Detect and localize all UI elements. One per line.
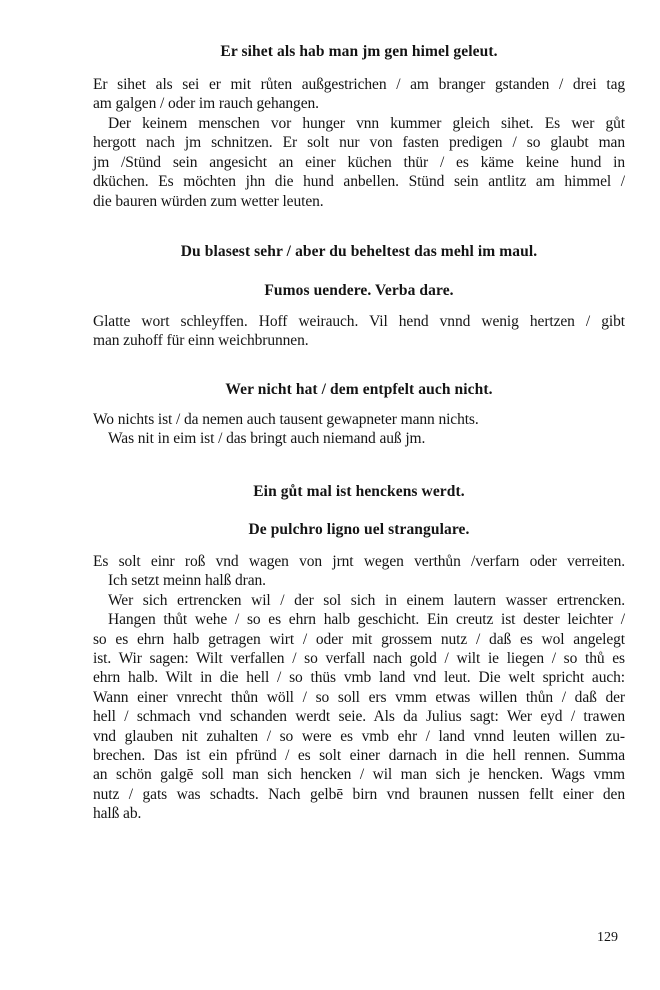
paragraph xyxy=(93,312,625,351)
section-heading: Er sihet als hab man jm gen himel geleut. xyxy=(220,43,498,60)
text-line: am galgen / oder im rauch gehangen. xyxy=(93,95,319,113)
text-line: nutz / gats was schadts. Nach gelbē birn vnd braunen nussen fellt einer den xyxy=(93,785,625,803)
page-number: 129 xyxy=(597,930,618,945)
text-line: Wer sich ertrencken wil / der sol sich in einem lautern wasser ertrencken. xyxy=(108,591,625,609)
text-line: Was nit in eim ist / das bringt auch niemand auß jm. xyxy=(108,430,426,448)
text-line: halß ab. xyxy=(93,805,142,823)
text-line: ehrn halb. Wilt in die hell / so thüs vmb land vnd leut. Die welt spricht auch: xyxy=(93,669,625,687)
text-line: Es solt einr roß vnd wagen von jrnt wegen verthůn /verfarn oder verreiten. xyxy=(93,553,625,570)
text-line: vnd glauben nit zuhalten / so were es vmb ehr / land vnnd leuten willen zu- xyxy=(93,727,625,745)
section-heading: Wer nicht hat / dem entpfelt auch nicht. xyxy=(225,381,493,398)
text-line: Wo nichts ist / da nemen auch tausent gewapneter mann nichts. xyxy=(93,411,479,428)
text-line: jm /Stünd sein angesicht an einer küchen thür / es käme keine hund in xyxy=(93,153,625,171)
section-heading: Fumos uendere. Verba dare. xyxy=(264,282,454,299)
text-line: brechen. Das ist ein pfründ / es solt einer darnach in die hell rennen. Summa xyxy=(93,746,625,764)
text-line: Wann einer vnrecht thůn wöll / so soll ers vmm etwas willen thůn / daß der xyxy=(93,688,625,706)
paragraph xyxy=(93,410,625,449)
section-heading: De pulchro ligno uel strangulare. xyxy=(248,521,470,538)
paragraph xyxy=(93,552,625,823)
paragraph xyxy=(93,75,625,114)
text-line: hell / schmach vnd schanden werdt seie. Als da Julius sagt: Wer eyd / trawen xyxy=(93,708,625,726)
section-heading: Ein gůt mal ist henckens werdt. xyxy=(253,483,465,500)
section-heading: Du blasest sehr / aber du beheltest das mehl im maul. xyxy=(180,243,538,260)
text-line: an schön galgē soll man sich hencken / wil man sich je hencken. Wags vmm xyxy=(93,766,625,784)
text-line: die bauren würden zum wetter leuten. xyxy=(93,192,324,210)
text-line: man zuhoff für einn weichbrunnen. xyxy=(93,332,309,350)
text-line: Ich setzt meinn halß dran. xyxy=(108,572,266,590)
text-line: hergott nach jm schnitzen. Er solt nur von fasten predigen / so glaubt man xyxy=(93,134,625,152)
text-line: ist. Wir sagen: Wilt verfallen / so verfall nach gold / wilt ie liegen / so thů es xyxy=(93,649,625,667)
paragraph xyxy=(93,114,625,211)
text-line: Der keinem menschen vor hunger vnn kummer gleich sihet. Es wer gůt xyxy=(108,115,625,132)
text-line: Er sihet als sei er mit růten außgestrichen / am branger gstanden / drei tag xyxy=(93,76,625,93)
text-line: Glatte wort schleyffen. Hoff weirauch. Vil hend vnnd wenig hertzen / gibt xyxy=(93,313,625,330)
text-line: dküchen. Es möchten jhn die hund anbellen. Stünd sein antlitz am himmel / xyxy=(93,173,625,191)
text-line: Hangen thůt wehe / so es ehrn halb geschicht. Ein creutz ist dester leichter / xyxy=(108,611,625,629)
text-line: so es ehrn halb getragen wirt / oder mit grossem nutz / daß es wol angelegt xyxy=(93,630,625,648)
